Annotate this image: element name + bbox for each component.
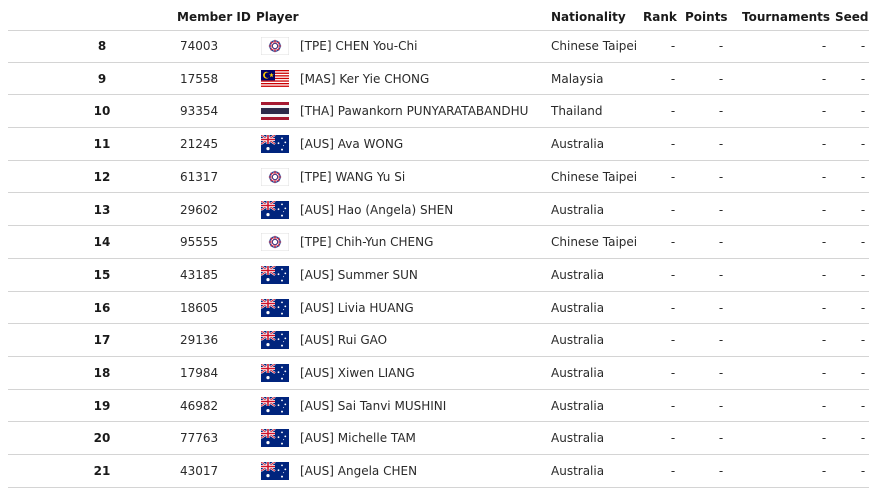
rank-cell: - [670,71,676,86]
member-id-cell: 18605 [180,300,219,315]
player-name-link[interactable]: [AUS] Sai Tanvi MUSHINI [300,398,447,413]
player-name-link[interactable]: [TPE] WANG Yu Si [300,169,406,184]
seed-cell: - [860,169,866,184]
points-cell: - [718,235,724,250]
tournaments-cell: - [821,235,827,250]
nationality-cell: Malaysia [551,71,604,86]
position-cell: 8 [97,39,107,53]
player-name-link[interactable]: [AUS] Rui GAO [300,333,388,348]
tournaments-cell: - [821,333,827,348]
aus-flag-icon [261,462,289,480]
position-cell: 14 [93,235,111,250]
tournaments-cell: - [821,464,827,479]
points-cell: - [718,202,724,217]
tpe-flag-icon [261,168,289,186]
player-name-link[interactable]: [AUS] Summer SUN [300,267,418,282]
position-cell: 12 [93,169,111,184]
seed-cell: - [860,366,866,380]
mas-flag-icon [261,70,289,88]
seed-cell: - [860,137,866,152]
player-name-link[interactable]: [TPE] CHEN You-Chi [300,39,418,53]
position-cell: 19 [93,398,111,413]
member-id-cell: 74003 [180,39,219,53]
seed-cell: - [860,431,866,446]
player-name-link[interactable]: [MAS] Ker Yie CHONG [300,71,430,86]
aus-flag-icon [261,266,289,284]
rank-cell: - [670,169,676,184]
nationality-cell: Australia [551,267,605,282]
position-cell: 11 [93,137,111,152]
nationality-cell: Chinese Taipei [551,39,638,53]
table-header [0,0,869,30]
tournaments-cell: - [821,431,827,446]
tournaments-cell: - [821,202,827,217]
nationality-cell: Australia [551,137,605,152]
seed-cell: - [860,235,866,250]
rank-cell: - [670,137,676,152]
rank-cell: - [670,431,676,446]
tournaments-cell: - [821,398,827,413]
rank-cell: - [670,104,676,119]
tournaments-cell: - [821,300,827,315]
column-header-tournaments[interactable]: Tournaments [742,10,831,24]
points-cell: - [718,39,724,53]
points-cell: - [718,464,724,479]
position-cell: 20 [93,431,111,446]
points-cell: - [718,300,724,315]
points-cell: - [718,366,724,380]
tournaments-cell: - [821,267,827,282]
player-name-link[interactable]: [THA] Pawankorn PUNYARATABANDHU [300,104,529,119]
aus-flag-icon [261,299,289,317]
column-header-nationality[interactable]: Nationality [551,10,626,24]
rank-cell: - [670,202,676,217]
column-header-member-id[interactable]: Member ID [177,10,251,24]
points-cell: - [718,169,724,184]
aus-flag-icon [261,397,289,415]
table-row[interactable] [0,128,869,161]
points-cell: - [718,398,724,413]
table-row[interactable] [0,30,869,63]
nationality-cell: Australia [551,300,605,315]
aus-flag-icon [261,201,289,219]
position-cell: 15 [93,267,111,282]
points-cell: - [718,333,724,348]
member-id-cell: 77763 [180,431,219,446]
table-row[interactable] [0,226,869,259]
member-id-cell: 95555 [180,235,219,250]
member-id-cell: 43017 [180,464,219,479]
nationality-cell: Australia [551,333,605,348]
seed-cell: - [860,398,866,413]
column-header-points[interactable]: Points [685,10,728,24]
nationality-cell: Thailand [551,104,603,119]
member-id-cell: 21245 [180,137,219,152]
table-row[interactable] [0,324,869,357]
seed-cell: - [860,202,866,217]
tournaments-cell: - [821,104,827,119]
member-id-cell: 29602 [180,202,219,217]
row-divider [8,30,869,31]
table-row[interactable] [0,194,869,227]
table-row[interactable] [0,292,869,325]
player-name-link[interactable]: [AUS] Livia HUANG [300,300,414,315]
column-header-player[interactable]: Player [256,10,299,24]
rank-cell: - [670,333,676,348]
tournaments-cell: - [821,169,827,184]
player-name-link[interactable]: [AUS] Ava WONG [300,137,404,152]
nationality-cell: Chinese Taipei [551,169,638,184]
rank-cell: - [670,235,676,250]
member-id-cell: 93354 [180,104,219,119]
points-cell: - [718,104,724,119]
nationality-cell: Australia [551,366,605,380]
points-cell: - [718,137,724,152]
rank-cell: - [670,39,676,53]
tpe-flag-icon [261,37,289,55]
seed-cell: - [860,71,866,86]
rank-cell: - [670,300,676,315]
position-cell: 16 [93,300,111,315]
player-name-link[interactable]: [TPE] Chih-Yun CHENG [300,235,434,250]
member-id-cell: 17984 [180,366,219,380]
points-cell: - [718,267,724,282]
player-name-link[interactable]: [AUS] Angela CHEN [300,464,418,479]
nationality-cell: Australia [551,464,605,479]
player-name-link[interactable]: [AUS] Michelle TAM [300,431,416,446]
player-name-link[interactable]: [AUS] Hao (Angela) SHEN [300,202,454,217]
position-cell: 13 [93,202,111,217]
table-row[interactable] [0,390,869,423]
seed-cell: - [860,267,866,282]
tournaments-cell: - [821,71,827,86]
table-row[interactable] [0,259,869,292]
table-row[interactable] [0,63,869,96]
seed-cell: - [860,300,866,315]
nationality-cell: Australia [551,202,605,217]
points-cell: - [718,71,724,86]
table-row[interactable] [0,422,869,455]
position-cell: 9 [97,71,107,86]
rank-cell: - [670,267,676,282]
member-id-cell: 46982 [180,398,219,413]
rank-cell: - [670,398,676,413]
member-id-cell: 43185 [180,267,219,282]
aus-flag-icon [261,429,289,447]
player-name-link[interactable]: [AUS] Xiwen LIANG [300,366,415,380]
rank-cell: - [670,464,676,479]
tournaments-cell: - [821,39,827,53]
aus-flag-icon [261,331,289,349]
seed-cell: - [860,333,866,348]
column-header-seed[interactable]: Seed [835,10,869,24]
seed-cell: - [860,104,866,119]
position-cell: 10 [93,104,111,119]
position-cell: 17 [93,333,111,348]
table-row[interactable] [0,357,869,390]
position-cell: 21 [93,464,111,479]
table-row[interactable] [0,161,869,194]
table-row[interactable] [0,95,869,128]
nationality-cell: Chinese Taipei [551,235,638,250]
aus-flag-icon [261,135,289,153]
table-row[interactable] [0,455,869,488]
tournaments-cell: - [821,137,827,152]
seed-cell: - [860,464,866,479]
member-id-cell: 61317 [180,169,219,184]
member-id-cell: 29136 [180,333,219,348]
column-header-rank[interactable]: Rank [643,10,677,24]
seed-cell: - [860,39,866,53]
nationality-cell: Australia [551,431,605,446]
points-cell: - [718,431,724,446]
tournaments-cell: - [821,366,827,380]
rank-cell: - [670,366,676,380]
tha-flag-icon [261,102,289,120]
tpe-flag-icon [261,233,289,251]
aus-flag-icon [261,364,289,382]
nationality-cell: Australia [551,398,605,413]
position-cell: 18 [93,366,111,380]
member-id-cell: 17558 [180,71,219,86]
